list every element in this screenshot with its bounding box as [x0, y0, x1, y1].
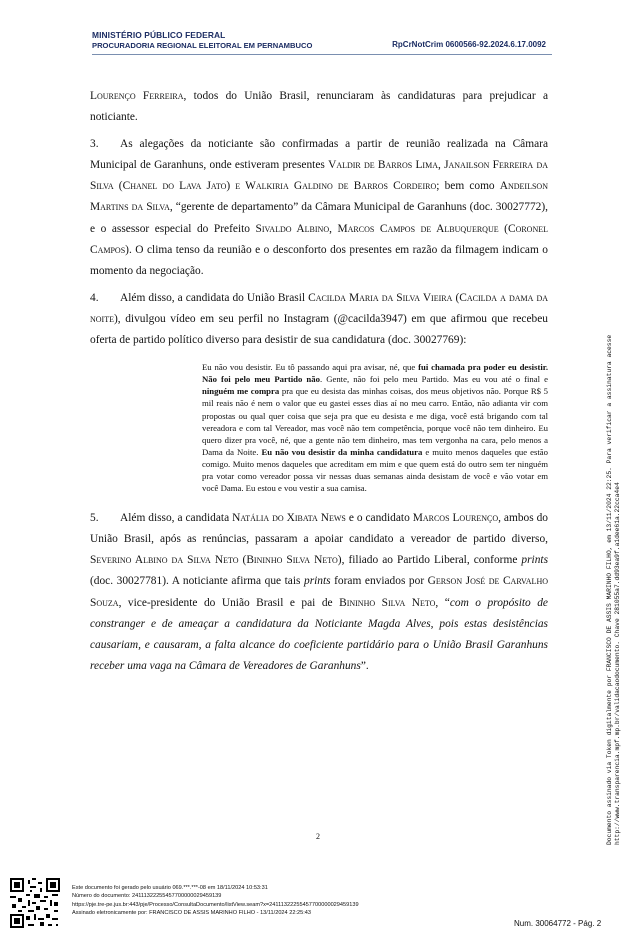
case-reference: RpCrNotCrim 0600566-92.2024.6.17.0092	[392, 40, 546, 49]
italic-run: prints	[521, 554, 549, 567]
signature-side-note	[606, 155, 621, 845]
text-run: , divulgou vídeo em seu perfil no Instagram (@cacilda3947) em que afirmou que recebeu oferta de partido político diverso para desistir de sua candidatura (doc. 30027769):	[90, 312, 548, 347]
person-name: Gerson José de Carvalho Souza	[90, 575, 548, 609]
text-run: , todos do União Brasil, renunciaram às candidaturas para prejudicar a noticiante.	[90, 90, 548, 124]
text-run: , “gerente de departamento” da Câmara Municipal de Garanhuns (doc. 30027772), e o assessor especial do Prefeito	[90, 201, 548, 235]
person-name: Natália do Xibata News	[232, 512, 346, 525]
footer-url[interactable]: https://pje.tre-pe.jus.br:443/pje/Processo/ConsultaDocumento/listView.seam?x=24111322255457700000029459139	[72, 901, 359, 908]
person-name: Lourenço Ferreira	[90, 90, 184, 102]
org-department: PROCURADORIA REGIONAL ELEITORAL EM PERNAMBUCO	[92, 41, 313, 50]
text-run: As alegações da noticiante são confirmadas a partir de reunião realizada na Câmara Municipal de Garanhuns, onde estiveram presentes	[90, 138, 548, 172]
side-note-line-1: Documento assinado via Token digitalmente por FRANCISCO DE ASSIS MARINHO FILHO, em 13/11/2024 22:25. Para verificar a assinatura acesse	[606, 334, 613, 845]
person-name: Sivaldo Albino, Marcos Campos de Albuquerque (Coronel Campos)	[90, 222, 549, 256]
quote-emphasis: fui chamada pra poder eu desistir. Não foi pelo meu Partido não	[202, 362, 548, 385]
paragraph-number: 3.	[90, 138, 99, 151]
org-name: MINISTÉRIO PÚBLICO FEDERAL	[92, 30, 226, 40]
document-footer	[72, 884, 359, 918]
paragraph-5	[90, 508, 548, 677]
block-quote	[202, 361, 548, 494]
footer-document-number: Número do documento: 24111322255457700000029459139	[72, 893, 222, 900]
quote-emphasis: ninguém me compra	[202, 386, 280, 397]
text-run: Além disso, a candidata	[120, 512, 233, 525]
quote-text: e muito menos daqueles que estão comigo. Muito menos daqueles que acreditam em mim e que quem está do outro sem ter ninguém pra votar como vereador possa vir nessas duas semanas ainda desistam de você e vão votar em você Dama. Eu estou e vou vestir a sua camisa.	[202, 446, 548, 494]
text-run: , vice-presidente do União Brasil e pai de	[118, 596, 340, 609]
text-run: (doc. 30027781). A noticiante afirma que tais	[90, 575, 304, 588]
person-name: Bininho Silva Neto	[339, 596, 436, 609]
paragraph-intro	[90, 86, 548, 128]
quote-text: Eu não vou desistir. Eu tô passando aqui pra avisar, né, que	[202, 362, 419, 373]
quote-text: pra que eu desista das minhas coisas, dos meus objetivos não. Porque R$ 5 mil reais não é nem o valor que eu gastei esses dias aí no meu carro. Então, não adianta vir com propostas ou qual quer coisa que seja pra que eu desista e me diga, você está brigando com tal vereadora e com tal Vereador, mas você não tem competência, porque você não tem dinheiro. Eu quero dizer pra você, né, que a gente não tem dinheiro, mas tem vergonha na cara, pelo menos a Dama da Noite.	[202, 386, 548, 457]
paragraph-3	[90, 134, 548, 282]
side-note-line-2: http://www.transparencia.mpf.mp.br/validacaodocumento. Chave 281055a7.dd93ea9f.a1dee61a.22cca4e4	[614, 482, 621, 845]
quote-emphasis: Eu não vou desistir da minha candidatura	[261, 446, 423, 457]
person-name: Valdir de Barros Lima, Janailson Ferreira da Silva (Chanel do Lava Jato) e Walkiria Galdino de Barros Cordeiro	[90, 159, 549, 193]
person-name: Marcos Lourenço	[412, 512, 499, 525]
header-divider	[92, 54, 552, 55]
footer-generated-by: Este documento foi gerado pelo usuário 069.***.***-08 em 18/11/2024 10:53:31	[72, 885, 268, 891]
text-run: . O clima tenso da reunião e o desconforto dos presentes em razão da filmagem indicam o momento da negociação.	[90, 243, 548, 277]
text-run: foram enviados por	[330, 575, 428, 588]
text-run: , ambos do União Brasil, após as renúncias, passaram a apoiar candidato a vereador de partido diverso,	[90, 512, 548, 546]
text-run: , “	[435, 596, 450, 609]
text-run: ; bem como	[436, 180, 500, 193]
paragraph-number: 5.	[90, 512, 99, 525]
italic-quote: com o propósito de constranger e de ameaçar a candidatura da Noticiante Magda Alves, pois estas desistências causariam, e causaram, a falta alcance do coeficiente partidário para o União Brasil Garanhuns receber uma vaga na Câmara de Vereadores de Garanhuns	[90, 596, 548, 672]
document-body	[90, 86, 548, 683]
text-run: , filiado ao Partido Liberal, conforme	[341, 554, 522, 567]
paragraph-number: 4.	[90, 291, 99, 304]
italic-run: prints	[304, 575, 331, 588]
person-name: Cacilda Maria da Silva Vieira (Cacilda a dama da noite)	[90, 291, 548, 325]
footer-signed-by: Assinado eletronicamente por: FRANCISCO DE ASSIS MARINHO FILHO - 13/11/2024 22:25:43	[72, 910, 311, 917]
side-note-text	[606, 155, 622, 845]
text-run: Além disso, a candidata do União Brasil	[120, 291, 309, 304]
quote-text: . Gente, não foi pelo meu Partido. Mas eu vou até o final e	[319, 374, 548, 385]
paragraph-4	[90, 288, 548, 351]
footer-page-id: Num. 30064772 - Pág. 2	[514, 919, 602, 928]
text-run: e o candidato	[345, 512, 413, 525]
text-run: ”.	[360, 659, 369, 672]
person-name: Andeilson Martins da Silva	[90, 180, 548, 214]
document-header	[92, 30, 552, 50]
page-number: 2	[316, 832, 320, 841]
qr-code-icon	[10, 878, 60, 928]
person-name: Severino Albino da Silva Neto (Bininho Silva Neto)	[90, 554, 342, 567]
